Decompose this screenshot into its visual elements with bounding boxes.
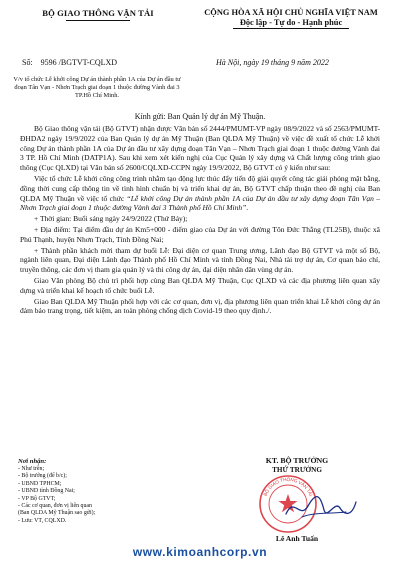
signer-title: THỨ TRƯỞNG bbox=[272, 466, 322, 474]
recipients-list bbox=[18, 466, 146, 525]
agency-name: BỘ GIAO THÔNG VẬN TẢI bbox=[42, 8, 154, 18]
recipient-item: - VP Bộ GTVT; bbox=[18, 495, 56, 502]
body-paragraph-1: Bộ Giao thông vận tải (Bộ GTVT) nhận được Văn bản số 2444/PMUMT-VP ngày 08/9/2022 và số 2563/PMUMT-ĐHDA2 ngày 19/9/2022 của Ban Quản lý dự án Mỹ Thuận (Ban QLDA Mỹ Thuận) về việc đề xuất tổ chức Lễ khởi công Dự án thành phần 1A của Dự án đầu tư xây dựng đoạn Tân Vạn – Nhơn Trạch giai đoạn 1 thuộc đường Vành đai 3 TP. Hồ Chí Minh (DATP1A). Sau khi xem xét kiến nghị của Cục Quản lý xây dựng và Chất lượng công trình giao thông (Cục QLXD) tại Văn bản số 2600/CQLXD-CCPN ngày 19/9/2022, Bộ GTVT có ý kiến như sau: bbox=[20, 124, 380, 173]
motto-underline bbox=[233, 28, 349, 29]
document-number-prefix: Số: bbox=[22, 58, 33, 67]
recipients-title: Nơi nhận: bbox=[18, 458, 47, 465]
document-body bbox=[20, 124, 380, 317]
national-motto: Độc lập - Tự do - Hạnh phúc bbox=[239, 18, 343, 27]
recipient-item: - Các cơ quan, đơn vị liên quan bbox=[18, 503, 92, 510]
signature-block bbox=[222, 456, 372, 543]
place-date: Hà Nội, ngày 19 tháng 9 năm 2022 bbox=[216, 58, 329, 67]
event-name-quote: “Lễ khởi công Dự án thành phần 1A của Dự án đầu tư xây dựng đoạn Tân Vạn – Nhơn Trạch giai đoạn 1 thuộc đường Vành đai 3 Thành phố Hồ Chí Minh” bbox=[20, 193, 380, 213]
recipient-item: - Như trên; bbox=[18, 466, 45, 472]
recipient-item: - UBND TPHCM; bbox=[18, 480, 62, 487]
document-number bbox=[22, 58, 117, 67]
signer-name: Lê Anh Tuấn bbox=[275, 534, 319, 543]
recipient-item: - UBND tỉnh Đồng Nai; bbox=[18, 488, 75, 495]
nation-name: CỘNG HÒA XÃ HỘI CHỦ NGHĨA VIỆT NAM bbox=[204, 8, 378, 17]
body-paragraph-7: Giao Ban QLDA Mỹ Thuận phối hợp với các cơ quan, đơn vị, địa phương liên quan triển khai Lễ khởi công dự án đảm bảo trang trọng, tiết kiệm, an toàn phòng chống dịch Covid-19 theo quy định./. bbox=[20, 296, 380, 316]
national-header bbox=[188, 8, 394, 29]
body-paragraph-2-lead: Việc tổ chức Lễ khởi công công trình nhằm tạo động lực thúc đẩy tiến độ giải quyết công tác giải phóng mặt bằng, đồng thời cung cấp thông tin về tình hình chuẩn bị và triển khai dự án, Bộ GTVT chấp thuận theo đề nghị của Ban QLDA Mỹ Thuận về việc tổ chức bbox=[20, 173, 380, 203]
seal-text: BỘ GIAO THÔNG VẬN TẢI bbox=[262, 476, 314, 497]
agency-header bbox=[12, 8, 184, 21]
recipient-line: Kính gửi: Ban Quản lý dự án Mỹ Thuận. bbox=[134, 112, 266, 121]
body-paragraph-2 bbox=[20, 174, 380, 213]
site-watermark: www.kimoanhcorp.vn bbox=[132, 545, 268, 559]
document-subject: V/v tổ chức Lễ khởi công Dự án thành phần 1A của Dự án đầu tư đoạn Tân Vạn - Nhơn Trạch giai đoạn 1 thuộc đường Vành đai 3 TP.Hồ Chí Minh. bbox=[13, 76, 181, 100]
handwritten-signature bbox=[280, 490, 360, 524]
document-number-code: /BGTVT-CQLXD bbox=[58, 58, 118, 67]
body-paragraph-6: Giao Văn phòng Bộ chủ trì phối hợp cùng Ban QLDA Mỹ Thuận, Cục QLXD và các địa phương liên quan xây dựng và triển khai kế hoạch tổ chức buổi Lễ. bbox=[20, 275, 380, 295]
recipient-item: - Lưu: VT, CQLXD. bbox=[18, 517, 67, 524]
recipient-item: (Ban QLDA Mỹ Thuận sao gửi); bbox=[18, 510, 96, 517]
signer-role: KT. BỘ TRƯỞNG bbox=[265, 456, 329, 465]
recipient-item: - Bộ trưởng (để b/c); bbox=[18, 473, 67, 480]
document-number-value: 9596 bbox=[40, 58, 57, 67]
event-location: + Địa điểm: Tại điểm đầu dự án Km5+000 - điểm giao của Dự án với đường Tôn Đức Thắng (TL25B), thuộc xã Phú Thạnh, huyện Nhơn Trạch, Tỉnh Đồng Nai; bbox=[20, 224, 380, 244]
body-paragraph-2-end: . bbox=[246, 203, 249, 213]
event-guests: + Thành phần khách mời tham dự buổi Lễ: Đại diện cơ quan Trung ương, Lãnh đạo Bộ GTVT và một số Bộ, ngành liên quan, Đại diện Lãnh đạo Thành phố Hồ Chí Minh và tỉnh Đồng Nai, Nhà tài trợ dự án, Cơ quan báo chí, truyền thông, các đơn vị tham gia quản lý và thi công dự án, đại diện nhân dân vùng dự án. bbox=[20, 245, 380, 275]
event-time: + Thời gian: Buổi sáng ngày 24/9/2022 (Thứ Bảy); bbox=[34, 214, 188, 224]
agency-underline bbox=[66, 20, 130, 21]
